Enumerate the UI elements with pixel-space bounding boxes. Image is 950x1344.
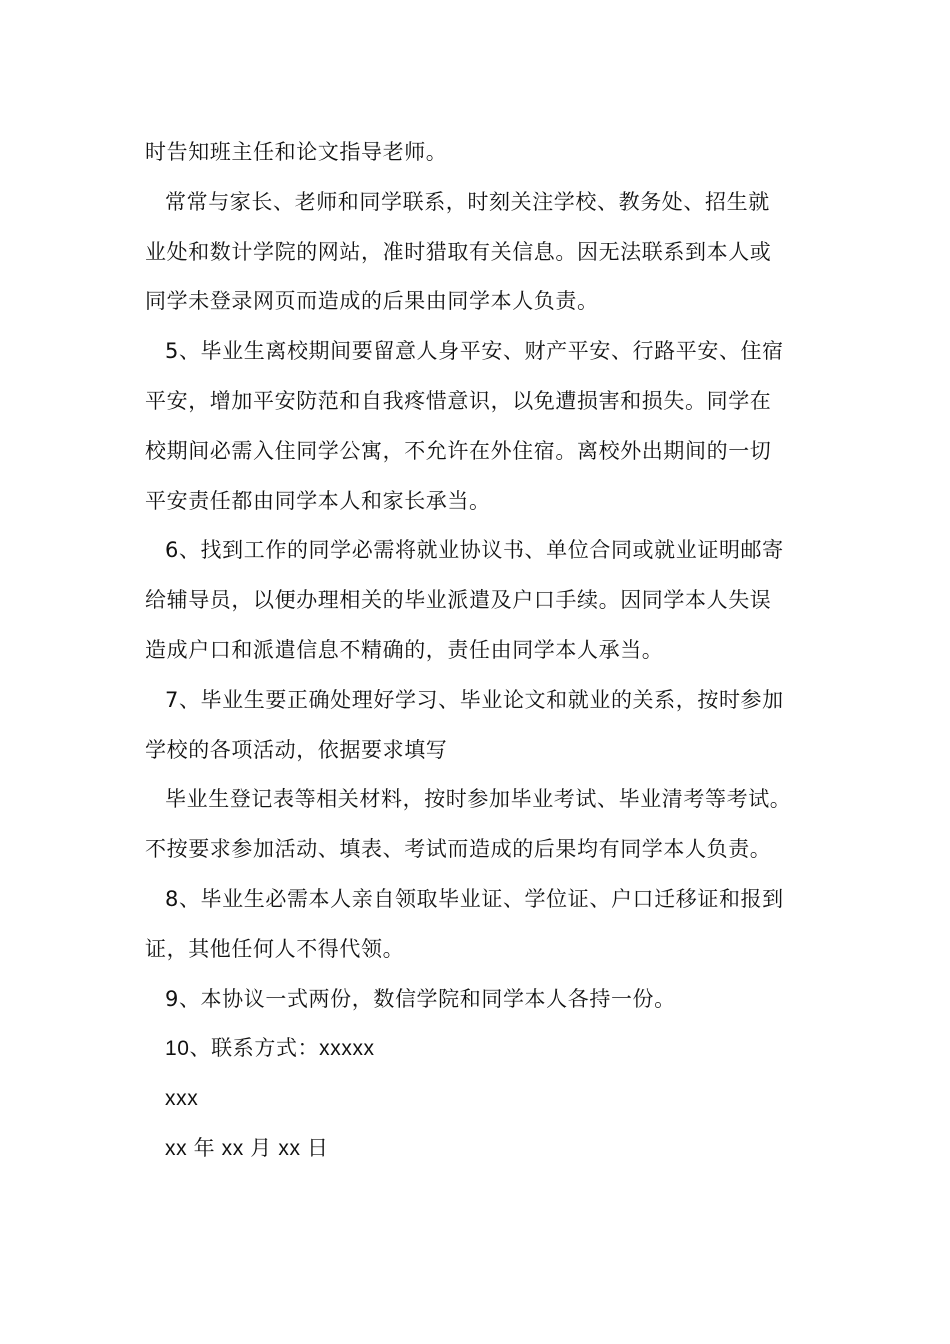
date-line: xx 年 xx 月 xx 日: [165, 1136, 329, 1160]
paragraph-line: 常常与家长、老师和同学联系，时刻关注学校、教务处、招生就: [165, 189, 770, 214]
paragraph-line: 毕业生登记表等相关材料，按时参加毕业考试、毕业清考等考试。: [165, 787, 792, 812]
paragraph-line: 造成户口和派遣信息不精确的，责任由同学本人承当。: [145, 637, 664, 662]
paragraph-line: 校期间必需入住同学公寓，不允许在外住宿。离校外出期间的一切: [145, 438, 772, 463]
document-body: [145, 128, 835, 1174]
paragraph-line: 证，其他任何人不得代领。: [145, 936, 405, 961]
paragraph-line: 9、本协议一式两份，数信学院和同学本人各持一份。: [165, 986, 676, 1011]
paragraph-line: 7、毕业生要正确处理好学习、毕业论文和就业的关系，按时参加: [165, 687, 784, 712]
paragraph-line: 同学未登录网页而造成的后果由同学本人负责。: [145, 289, 599, 314]
paragraph-line: 8、毕业生必需本人亲自领取毕业证、学位证、户口迁移证和报到: [165, 886, 784, 911]
paragraph-line: 给辅导员，以便办理相关的毕业派遣及户口手续。因同学本人失误: [145, 588, 772, 613]
paragraph-line: 学校的各项活动，依据要求填写: [145, 737, 448, 762]
paragraph-line: 平安责任都由同学本人和家长承当。: [145, 488, 491, 513]
contact-line: 10、联系方式：xxxxx: [165, 1037, 375, 1061]
paragraph-line: 不按要求参加活动、填表、考试而造成的后果均有同学本人负责。: [145, 837, 772, 862]
paragraph-line: 6、找到工作的同学必需将就业协议书、单位合同或就业证明邮寄: [165, 538, 784, 563]
paragraph-line: 平安，增加平安防范和自我疼惜意识，以免遭损害和损失。同学在: [145, 388, 772, 413]
paragraph-line: 业处和数计学院的网站，准时猎取有关信息。因无法联系到本人或: [145, 239, 772, 264]
paragraph-line: 时告知班主任和论文指导老师。: [145, 140, 448, 164]
signature-line: xxx: [165, 1087, 199, 1111]
paragraph-line: 5、毕业生离校期间要留意人身平安、财产平安、行路平安、住宿: [165, 339, 784, 364]
